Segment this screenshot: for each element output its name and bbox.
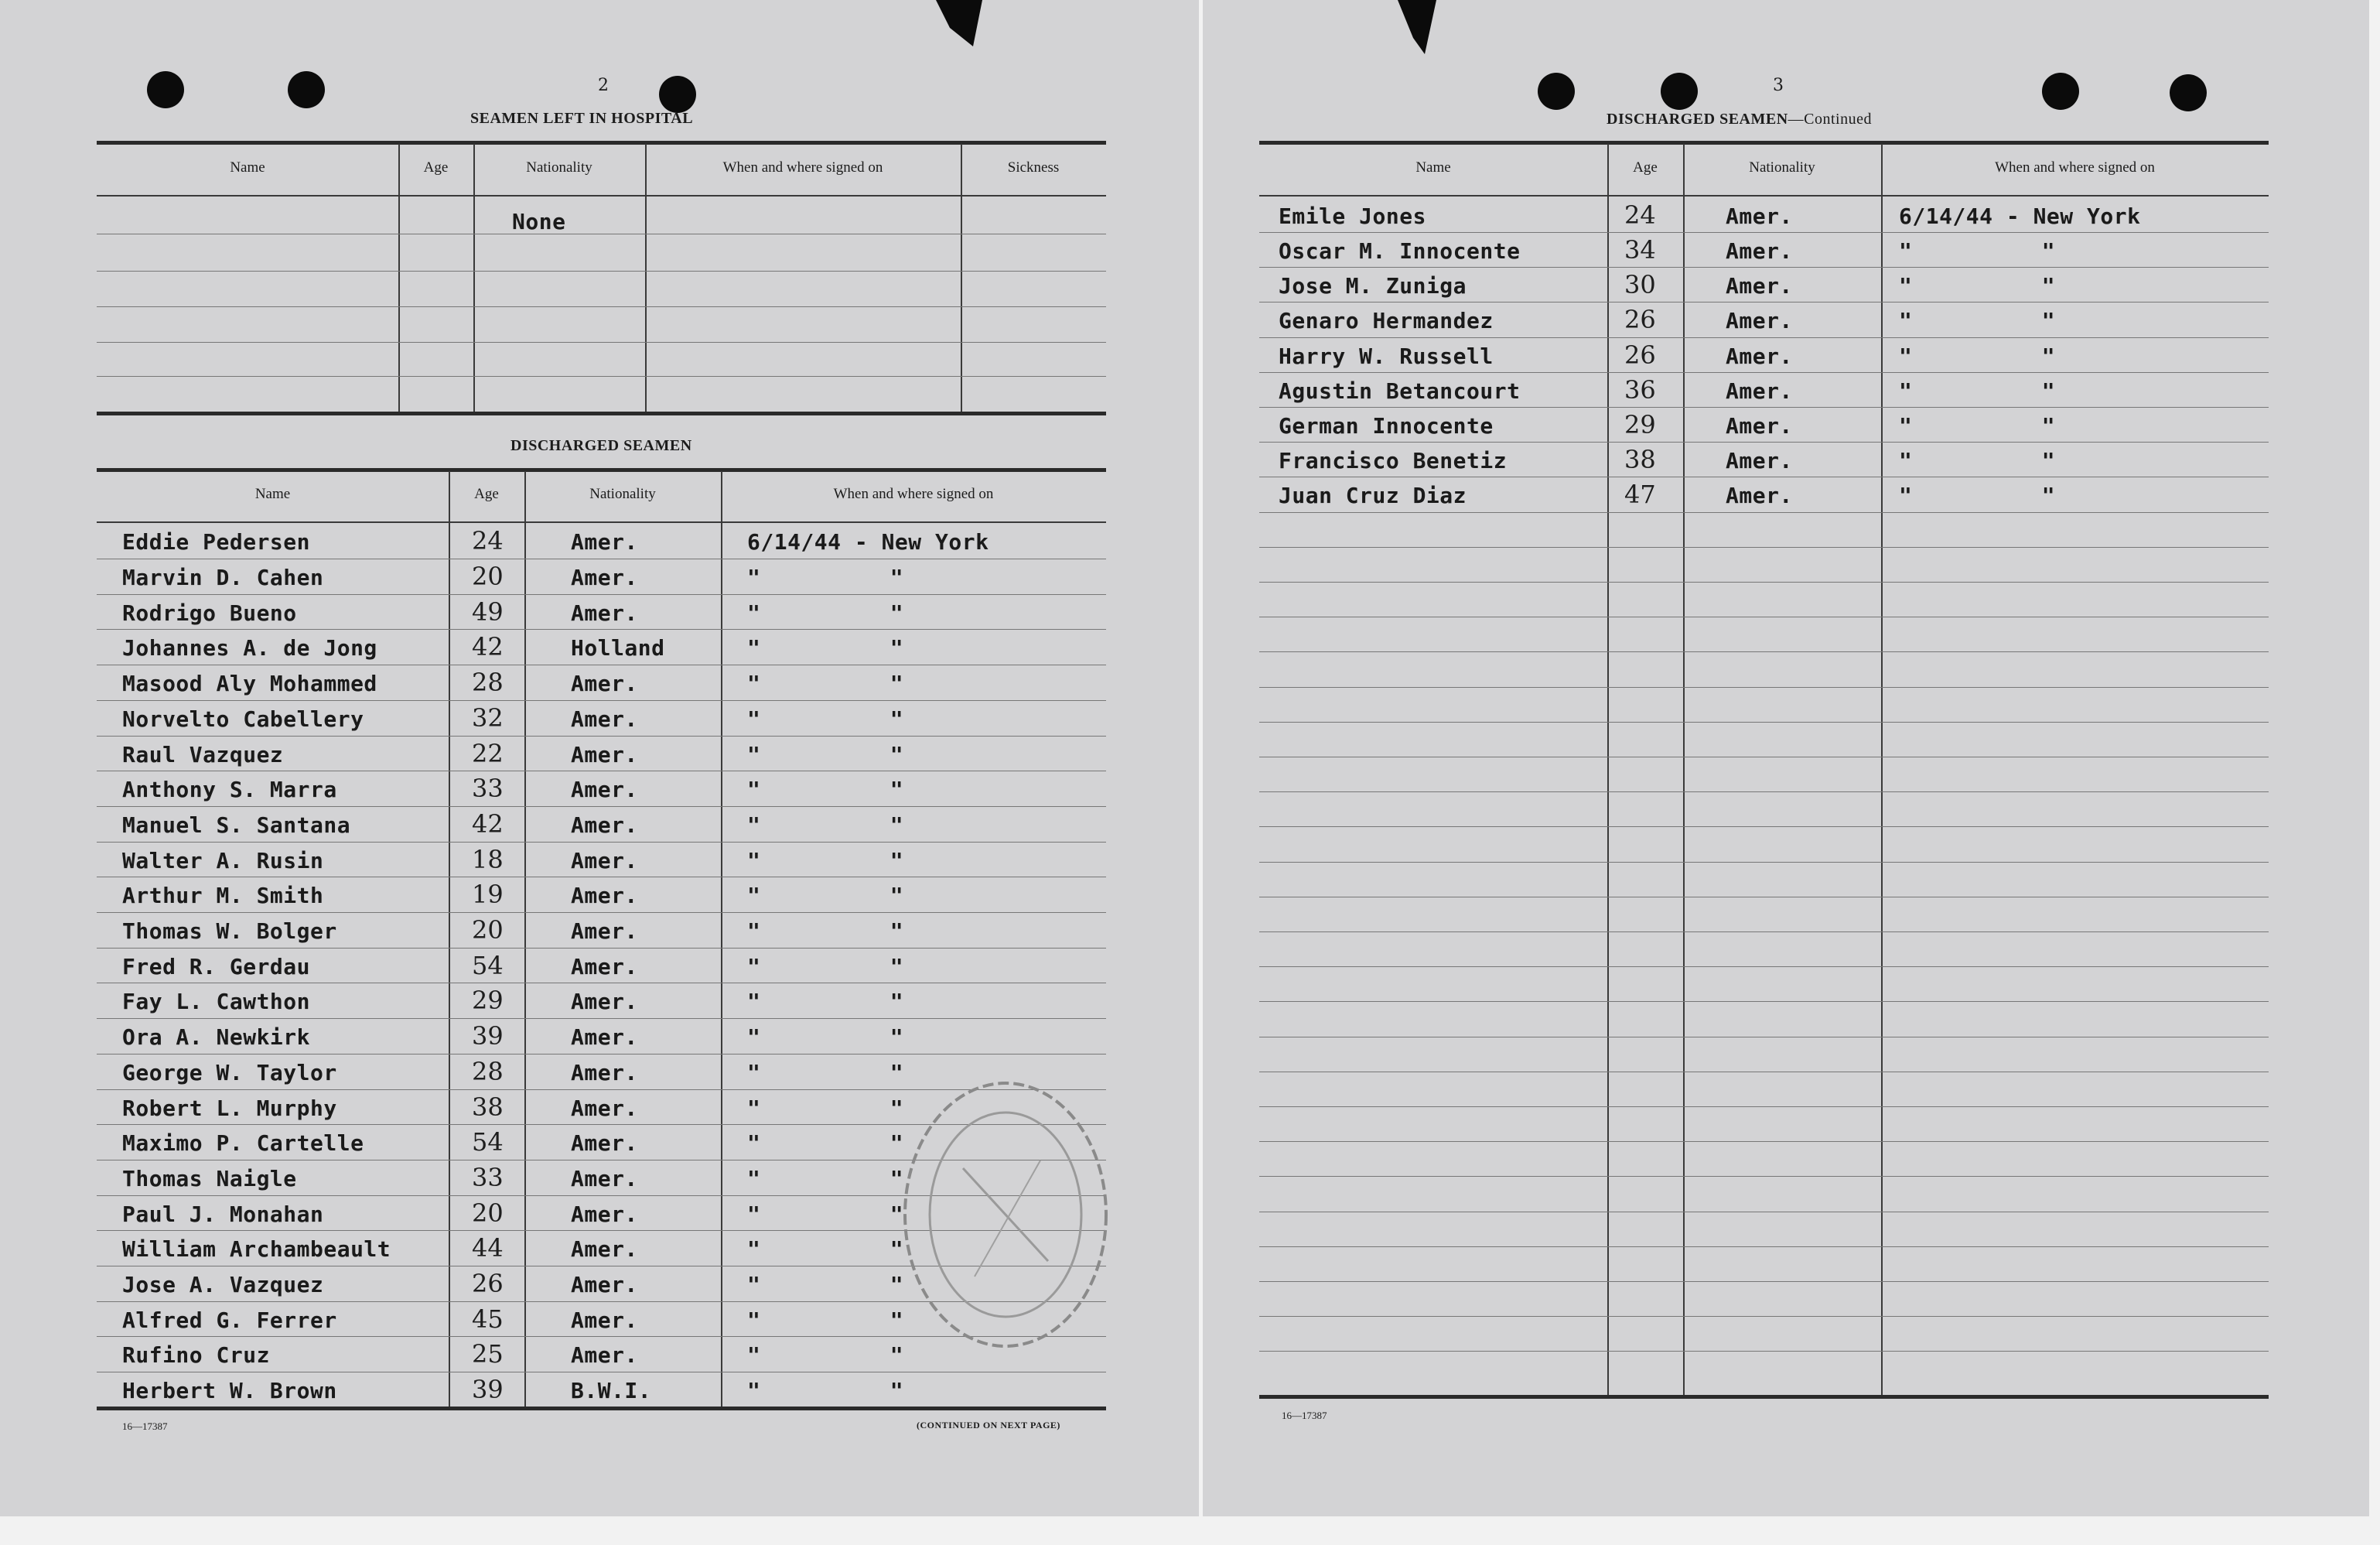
seaman-name: Maximo P. Cartelle (122, 1130, 364, 1157)
seaman-nationality: Amer. (571, 741, 638, 767)
seaman-signed-on: " " (747, 1024, 904, 1051)
seaman-name: Thomas W. Bolger (122, 918, 337, 944)
seaman-signed-on: " " (1899, 343, 2056, 369)
row-line (97, 594, 1106, 595)
seaman-name: Fred R. Gerdau (122, 953, 311, 979)
row-line (1259, 1141, 2269, 1142)
seaman-age: 54 (472, 950, 504, 980)
seaman-signed-on: " " (747, 812, 904, 838)
seaman-signed-on: " " (1899, 238, 2056, 264)
row-line (97, 342, 1106, 343)
seaman-name: Fay L. Cawthon (122, 989, 311, 1015)
title-suffix: —Continued (1788, 111, 1872, 128)
seaman-nationality: Amer. (571, 883, 638, 909)
right-header-signed-on: When and where signed on (1995, 159, 2155, 176)
hospital-header-name: Name (230, 159, 265, 176)
seaman-name: Norvelto Cabellery (122, 706, 364, 732)
seaman-signed-on: " " (747, 600, 904, 626)
seaman-signed-on: " " (747, 671, 904, 697)
seaman-name: Juan Cruz Diaz (1279, 483, 1467, 509)
seaman-name: Ora A. Newkirk (122, 1024, 311, 1051)
seaman-nationality: Amer. (571, 918, 638, 944)
seaman-signed-on: " " (747, 953, 904, 979)
seaman-name: Oscar M. Innocente (1279, 238, 1521, 264)
table-rule (97, 521, 1106, 523)
torn-edge (936, 0, 982, 46)
column-line (961, 144, 962, 415)
punch-hole (1661, 73, 1698, 110)
seaman-nationality: B.W.I. (571, 1378, 652, 1404)
seaman-signed-on: " " (747, 1307, 904, 1333)
continued-note: (CONTINUED ON NEXT PAGE) (917, 1420, 1060, 1430)
seaman-name: Emile Jones (1279, 203, 1426, 229)
seaman-signed-on: " " (747, 1095, 904, 1121)
seaman-name: Jose M. Zuniga (1279, 273, 1467, 299)
row-line (1259, 1316, 2269, 1317)
discharged-header-nationality: Nationality (589, 486, 656, 502)
seaman-age: 39 (472, 1375, 504, 1405)
hospital-header-age: Age (423, 159, 449, 176)
seaman-age: 19 (472, 880, 504, 910)
seaman-age: 47 (1624, 480, 1656, 510)
seaman-nationality: Amer. (571, 989, 638, 1015)
punch-hole (659, 76, 696, 113)
seaman-age: 45 (472, 1304, 504, 1334)
hospital-header-signed-on: When and where signed on (722, 159, 883, 176)
column-line (645, 144, 647, 415)
row-line (1259, 1246, 2269, 1247)
seaman-nationality: Amer. (571, 1130, 638, 1157)
row-line (1259, 267, 2269, 268)
discharged-header-signed-on: When and where signed on (833, 486, 994, 502)
seaman-age: 28 (472, 1056, 504, 1086)
seaman-age: 29 (1624, 410, 1656, 439)
seaman-name: Robert L. Murphy (122, 1095, 337, 1121)
seaman-nationality: Amer. (1726, 308, 1793, 334)
seaman-signed-on: " " (747, 1342, 904, 1369)
seaman-nationality: Amer. (1726, 378, 1793, 404)
row-line (97, 736, 1106, 737)
title-main: DISCHARGED SEAMEN (1607, 111, 1788, 128)
row-line (97, 629, 1106, 630)
seaman-signed-on: 6/14/44 - New York (747, 529, 989, 555)
seaman-nationality: Amer. (571, 1307, 638, 1333)
seaman-signed-on: " " (747, 1059, 904, 1085)
seaman-name: German Innocente (1279, 413, 1494, 439)
seaman-age: 22 (472, 738, 504, 768)
table-rule (97, 1407, 1106, 1410)
column-line (1607, 144, 1609, 1397)
seaman-nationality: Amer. (571, 1059, 638, 1085)
row-line (1259, 651, 2269, 652)
seaman-name: Johannes A. de Jong (122, 635, 377, 661)
row-line (97, 306, 1106, 307)
seaman-age: 26 (472, 1269, 504, 1298)
seaman-age: 30 (1624, 270, 1656, 300)
page-number: 3 (1773, 76, 1784, 95)
seaman-name: Alfred G. Ferrer (122, 1307, 337, 1333)
seaman-nationality: Amer. (1726, 413, 1793, 439)
seaman-name: Masood Aly Mohammed (122, 671, 377, 697)
right-header-age: Age (1633, 159, 1658, 176)
seaman-signed-on: " " (747, 1272, 904, 1297)
seaman-nationality: Amer. (1726, 203, 1793, 229)
seaman-name: Anthony S. Marra (122, 777, 337, 803)
seaman-nationality: Holland (571, 635, 665, 661)
row-line (97, 948, 1106, 949)
right-header-name: Name (1415, 159, 1451, 176)
row-line (97, 376, 1106, 377)
page-number: 2 (598, 76, 609, 95)
seaman-signed-on: " " (1899, 483, 2056, 509)
table-rule (97, 412, 1106, 415)
seaman-name: Rodrigo Bueno (122, 600, 297, 626)
column-line (449, 471, 450, 1409)
seaman-signed-on: " " (747, 1236, 904, 1263)
hospital-header-sickness: Sickness (1007, 159, 1060, 176)
seaman-nationality: Amer. (571, 1165, 638, 1191)
seaman-nationality: Amer. (571, 953, 638, 979)
seaman-signed-on: " " (747, 706, 904, 732)
seaman-name: Manuel S. Santana (122, 812, 351, 838)
seaman-age: 20 (472, 562, 504, 591)
seaman-age: 33 (472, 774, 504, 804)
seaman-signed-on: " " (747, 1201, 904, 1227)
seaman-signed-on: " " (747, 883, 904, 909)
seaman-age: 42 (472, 632, 504, 662)
seaman-nationality: Amer. (571, 1201, 638, 1227)
row-line (1259, 547, 2269, 548)
seaman-nationality: Amer. (571, 600, 638, 626)
row-line (1259, 582, 2269, 583)
row-line (1259, 302, 2269, 303)
left-page (0, 0, 1199, 1516)
seaman-nationality: Amer. (1726, 483, 1793, 509)
discharged-section-title: DISCHARGED SEAMEN (510, 437, 692, 454)
seaman-age: 36 (1624, 374, 1656, 405)
table-rule (97, 195, 1106, 197)
seaman-age: 49 (472, 596, 504, 627)
row-line (1259, 1106, 2269, 1107)
column-line (398, 144, 400, 415)
seaman-signed-on: " " (747, 847, 904, 873)
row-line (97, 271, 1106, 272)
seaman-nationality: Amer. (1726, 343, 1793, 369)
row-line (97, 842, 1106, 843)
row-line (1259, 407, 2269, 408)
seaman-age: 39 (472, 1021, 504, 1051)
row-line (1259, 791, 2269, 792)
seaman-signed-on: " " (747, 989, 904, 1015)
seaman-signed-on: " " (747, 1165, 904, 1191)
discharged-continued-title (1607, 111, 1872, 128)
seaman-age: 20 (472, 915, 504, 945)
seaman-name: Marvin D. Cahen (122, 565, 324, 590)
row-line (97, 700, 1106, 701)
seaman-name: Raul Vazquez (122, 741, 284, 767)
seaman-signed-on: " " (1899, 413, 2056, 439)
seaman-age: 26 (1624, 340, 1656, 370)
right-header-nationality: Nationality (1749, 159, 1815, 176)
seaman-nationality: Amer. (571, 1095, 638, 1121)
seaman-name: Rufino Cruz (122, 1342, 270, 1369)
column-line (721, 471, 722, 1409)
seaman-signed-on: " " (747, 635, 904, 661)
seaman-name: Eddie Pedersen (122, 529, 311, 555)
discharged-header-name: Name (254, 486, 291, 502)
seaman-nationality: Amer. (571, 847, 638, 873)
seaman-age: 24 (472, 526, 504, 556)
postmark-stamp (890, 1068, 1122, 1362)
table-rule (1259, 141, 2269, 145)
row-line (1259, 1001, 2269, 1002)
seaman-age: 34 (1624, 235, 1656, 265)
hospital-entry-none: None (512, 209, 566, 234)
hospital-section-title: SEAMEN LEFT IN HOSPITAL (470, 110, 694, 127)
row-line (1259, 512, 2269, 513)
row-line (1259, 1176, 2269, 1177)
seaman-nationality: Amer. (571, 1024, 638, 1051)
seaman-signed-on: 6/14/44 - New York (1899, 203, 2141, 229)
row-line (1259, 1351, 2269, 1352)
punch-hole (288, 71, 325, 108)
seaman-name: William Archambeault (122, 1236, 391, 1263)
seaman-signed-on: " " (747, 1130, 904, 1157)
seaman-name: Paul J. Monahan (122, 1201, 324, 1227)
seaman-nationality: Amer. (571, 812, 638, 838)
seaman-nationality: Amer. (571, 1272, 638, 1297)
form-number: 16—17387 (122, 1420, 168, 1432)
hospital-header-nationality: Nationality (526, 159, 592, 176)
punch-hole (1538, 73, 1575, 110)
seaman-age: 54 (472, 1127, 504, 1157)
table-rule (97, 141, 1106, 145)
seaman-age: 44 (472, 1233, 504, 1263)
row-line (97, 806, 1106, 807)
column-line (524, 471, 526, 1409)
seaman-name: Jose A. Vazquez (122, 1272, 324, 1297)
seaman-nationality: Amer. (1726, 238, 1793, 264)
seaman-signed-on: " " (747, 1378, 904, 1404)
seaman-age: 28 (472, 668, 504, 698)
column-line (1683, 144, 1685, 1397)
row-line (1259, 966, 2269, 967)
row-line (1259, 687, 2269, 688)
seaman-signed-on: " " (1899, 273, 2056, 299)
row-line (1259, 931, 2269, 932)
seaman-nationality: Amer. (571, 1236, 638, 1263)
seaman-nationality: Amer. (571, 671, 638, 697)
row-line (97, 912, 1106, 913)
seaman-age: 38 (1624, 445, 1656, 475)
seaman-age: 38 (472, 1092, 504, 1122)
seaman-age: 25 (472, 1339, 504, 1369)
seaman-nationality: Amer. (571, 529, 638, 555)
seaman-name: Francisco Benetiz (1279, 448, 1508, 474)
form-number: 16—17387 (1282, 1410, 1327, 1421)
seaman-age: 29 (472, 986, 504, 1016)
seaman-age: 26 (1624, 305, 1656, 335)
seaman-signed-on: " " (1899, 448, 2056, 474)
column-line (1881, 144, 1883, 1397)
seaman-signed-on: " " (747, 918, 904, 944)
seaman-nationality: Amer. (571, 1342, 638, 1369)
table-rule (1259, 195, 2269, 197)
seaman-signed-on: " " (747, 741, 904, 767)
seaman-nationality: Amer. (571, 565, 638, 590)
seaman-age: 32 (472, 702, 504, 733)
row-line (1259, 826, 2269, 827)
seaman-age: 24 (1624, 200, 1656, 230)
punch-hole (2170, 74, 2207, 111)
row-line (1259, 722, 2269, 723)
seaman-name: Genaro Hermandez (1279, 308, 1494, 334)
seaman-nationality: Amer. (571, 706, 638, 732)
seaman-nationality: Amer. (571, 777, 638, 803)
row-line (1259, 372, 2269, 373)
table-rule (97, 468, 1106, 472)
seaman-name: Thomas Naigle (122, 1165, 297, 1191)
row-line (1259, 442, 2269, 443)
row-line (1259, 232, 2269, 233)
discharged-header-age: Age (474, 486, 499, 502)
seaman-age: 18 (472, 844, 504, 874)
seaman-signed-on: " " (747, 565, 904, 590)
seaman-name: George W. Taylor (122, 1059, 337, 1085)
seaman-name: Herbert W. Brown (122, 1378, 337, 1404)
seaman-name: Harry W. Russell (1279, 343, 1494, 369)
right-page (1203, 0, 2369, 1516)
seaman-signed-on: " " (1899, 378, 2056, 404)
row-line (97, 1018, 1106, 1019)
row-line (1259, 862, 2269, 863)
punch-hole (2042, 73, 2079, 110)
table-rule (1259, 1395, 2269, 1399)
seaman-signed-on: " " (1899, 308, 2056, 334)
seaman-nationality: Amer. (1726, 273, 1793, 299)
row-line (1259, 337, 2269, 338)
seaman-age: 42 (472, 808, 504, 839)
seaman-name: Arthur M. Smith (122, 883, 324, 909)
row-line (1259, 1281, 2269, 1282)
seaman-signed-on: " " (747, 777, 904, 803)
seaman-age: 33 (472, 1162, 504, 1192)
seaman-nationality: Amer. (1726, 448, 1793, 474)
torn-edge (1398, 0, 1436, 54)
seaman-age: 20 (472, 1198, 504, 1228)
column-line (473, 144, 475, 415)
seaman-name: Agustin Betancourt (1279, 378, 1521, 404)
seaman-name: Walter A. Rusin (122, 847, 324, 873)
punch-hole (147, 71, 184, 108)
